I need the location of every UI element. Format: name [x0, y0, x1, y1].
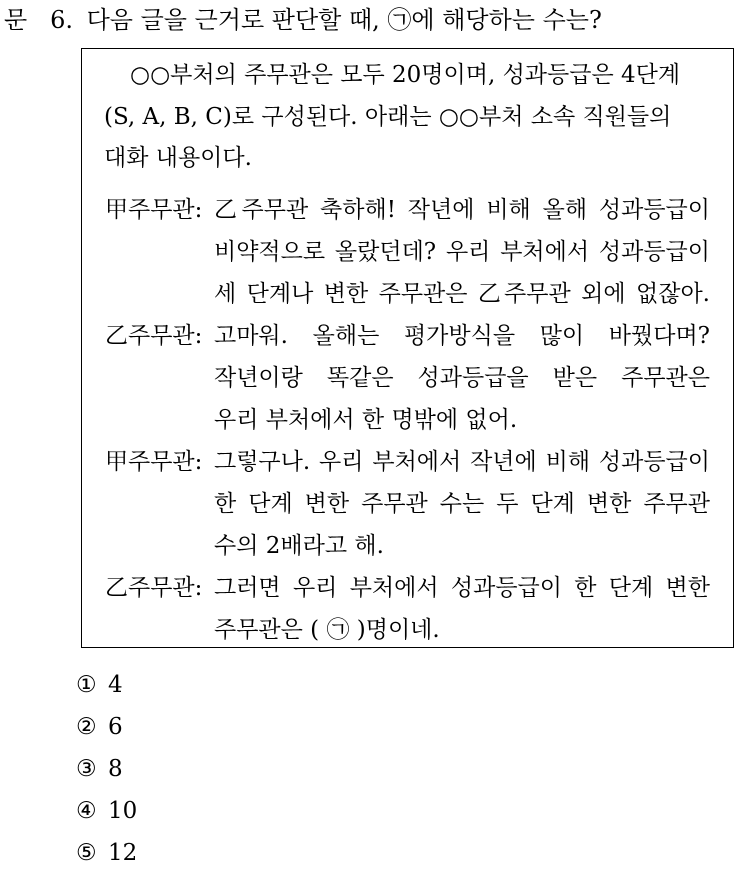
dialogue-line: 세 단계나 변한 주무관은 乙주무관 외에 없잖아.	[214, 281, 710, 307]
option-marker: ④	[76, 798, 97, 824]
answer-options	[76, 668, 137, 878]
answer-option-2[interactable]	[76, 710, 137, 752]
dialogue-line: 수의 2배라고 해.	[214, 533, 384, 559]
answer-option-5[interactable]	[76, 836, 137, 878]
option-marker: ③	[76, 756, 97, 782]
dialogue-line: 비약적으로 올랐던데? 우리 부처에서 성과등급이	[214, 239, 710, 265]
dialogue-speaker: 甲주무관:	[105, 197, 203, 223]
dialogue-speaker: 甲주무관:	[105, 449, 203, 475]
option-value: 10	[108, 798, 138, 824]
option-value: 8	[108, 756, 123, 782]
intro-line-3: 대화 내용이다.	[104, 145, 252, 171]
dialogue-speaker: 乙주무관:	[105, 323, 203, 349]
answer-option-3[interactable]	[76, 752, 137, 794]
option-marker: ②	[76, 714, 97, 740]
intro-line-1: ○○부처의 주무관은 모두 20명이며, 성과등급은 4단계	[130, 62, 681, 88]
answer-option-1[interactable]	[76, 668, 137, 710]
dialogue-line: 乙주무관 축하해! 작년에 비해 올해 성과등급이	[214, 197, 710, 223]
dialogue-line: 우리 부처에서 한 명밖에 없어.	[214, 407, 518, 433]
dialogue-line: 그러면 우리 부처에서 성과등급이 한 단계 변한	[214, 575, 710, 601]
option-marker: ⑤	[76, 840, 97, 866]
dialogue-line: 주무관은 ( ㉠ )명이네.	[214, 617, 440, 643]
option-marker: ①	[76, 672, 97, 698]
dialogue-line: 그렇구나. 우리 부처에서 작년에 비해 성과등급이	[214, 449, 710, 475]
question-prefix: 문	[4, 6, 28, 34]
question-text: 다음 글을 근거로 판단할 때, ㉠에 해당하는 수는?	[86, 6, 602, 34]
intro-line-2: (S, A, B, C)로 구성된다. 아래는 ○○부처 소속 직원들의	[104, 104, 672, 130]
dialogue-speaker: 乙주무관:	[105, 575, 203, 601]
dialogue-line: 작년이랑 똑같은 성과등급을 받은 주무관은	[214, 365, 710, 391]
option-value: 6	[108, 714, 123, 740]
answer-option-4[interactable]	[76, 794, 137, 836]
option-value: 4	[108, 672, 123, 698]
dialogue-line: 고마워. 올해는 평가방식을 많이 바꿨다며?	[214, 323, 710, 349]
option-value: 12	[108, 840, 138, 866]
question-number: 6.	[50, 6, 73, 34]
dialogue-line: 한 단계 변한 주무관 수는 두 단계 변한 주무관	[214, 491, 710, 517]
question-header	[4, 2, 740, 38]
